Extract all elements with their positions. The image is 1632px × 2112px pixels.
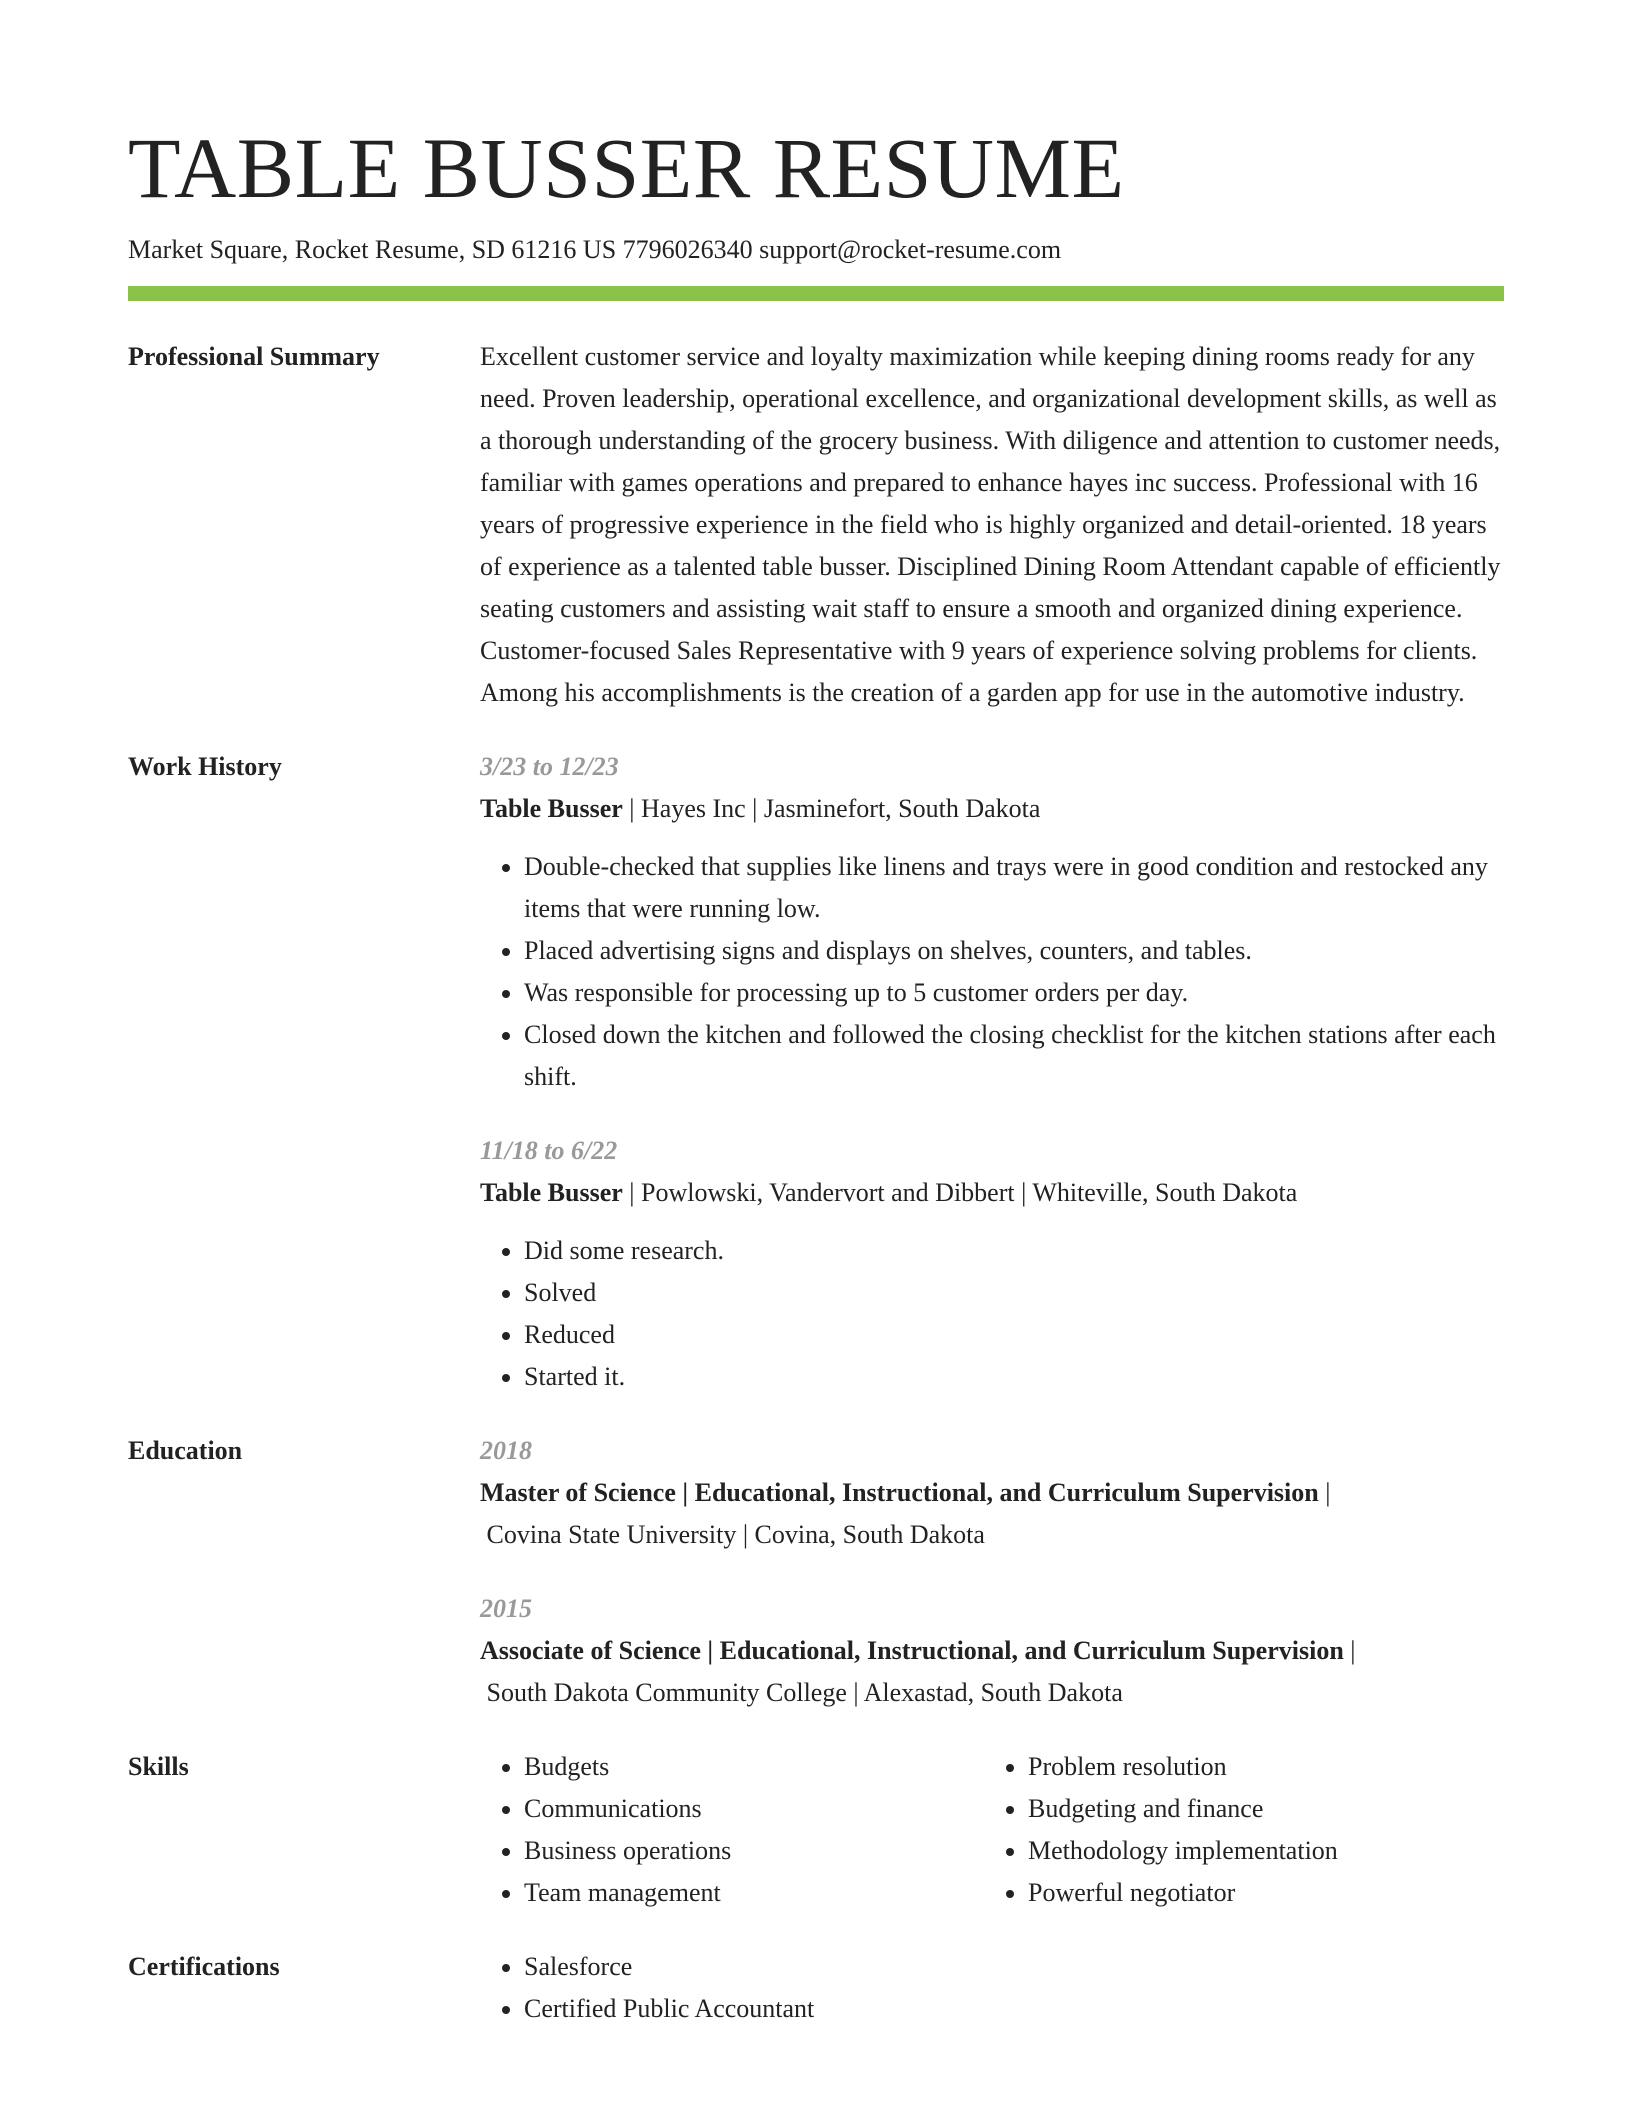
summary-section (128, 336, 1504, 714)
education-separator: | (1318, 1478, 1331, 1507)
skills-list (984, 1746, 1488, 1914)
education-degree: Master of Science | Educational, Instructional, and Curriculum Supervision (480, 1478, 1319, 1507)
skill-item: • Business operations (524, 1830, 984, 1872)
education-year: 2015 (480, 1594, 532, 1623)
job-title: Table Busser (480, 794, 623, 823)
job-entry (480, 746, 1504, 1098)
education-separator: | (1343, 1636, 1356, 1665)
skill-item: • Communications (524, 1788, 984, 1830)
education-entry (480, 1430, 1504, 1556)
job-bullets (480, 1230, 1504, 1398)
skill-item: • Budgets (524, 1746, 984, 1788)
skills-content (480, 1746, 1504, 1914)
certification-item: • Certified Public Accountant (524, 1988, 1504, 2030)
summary-label: Professional Summary (128, 342, 380, 371)
job-details: | Powlowski, Vandervort and Dibbert | Whiteville, South Dakota (622, 1178, 1298, 1207)
skill-item: • Powerful negotiator (1028, 1872, 1488, 1914)
contact-line: Market Square, Rocket Resume, SD 61216 US 7796026340 support@rocket-resume.com (128, 235, 1062, 264)
job-dates: 11/18 to 6/22 (480, 1136, 618, 1165)
skills-section (128, 1746, 1504, 1914)
job-details: | Hayes Inc | Jasminefort, South Dakota (622, 794, 1041, 823)
certifications-section (128, 1946, 1504, 2030)
job-bullet: • Did some research. (524, 1230, 1504, 1272)
education-heading (480, 1630, 1504, 1672)
job-bullets (480, 846, 1504, 1098)
work-history-section (128, 746, 1504, 1398)
education-school: South Dakota Community College | Alexastad, South Dakota (480, 1678, 1123, 1707)
job-bullet: • Started it. (524, 1356, 1504, 1398)
certification-item: • Salesforce (524, 1946, 1504, 1988)
summary-content (480, 336, 1504, 714)
work-history-label: Work History (128, 752, 282, 781)
accent-divider (128, 286, 1504, 301)
job-bullet: • Closed down the kitchen and followed the closing checklist for the kitchen stations after each shift. (524, 1014, 1504, 1098)
job-bullet: • Was responsible for processing up to 5 customer orders per day. (524, 972, 1504, 1014)
education-heading (480, 1472, 1504, 1514)
job-title: Table Busser (480, 1178, 623, 1207)
skill-item: • Team management (524, 1872, 984, 1914)
work-history-content (480, 746, 1504, 1398)
skill-item: • Methodology implementation (1028, 1830, 1488, 1872)
education-school: Covina State University | Covina, South Dakota (480, 1520, 985, 1549)
certifications-content (480, 1946, 1504, 2030)
summary-text: Excellent customer service and loyalty maximization while keeping dining rooms ready for any need. Proven leadership, operational excellence, and organizational development skills, as well as a thorough understanding of the grocery business. With diligence and attention to customer needs, familiar with games operations and prepared to enhance hayes inc success. Professional with 16 years of progressive experience in the field who is highly organized and detail-oriented. 18 years of experience as a talented table busser. Disciplined Dining Room Attendant capable of efficiently seating customers and assisting wait staff to ensure a smooth and organized dining experience. Customer-focused Sales Representative with 9 years of experience solving problems for clients. Among his accomplishments is the creation of a garden app for use in the automotive industry. (480, 342, 1501, 707)
skills-columns (480, 1746, 1504, 1914)
job-bullet: • Double-checked that supplies like linens and trays were in good condition and restocked any items that were running low. (524, 846, 1504, 930)
job-heading (480, 1172, 1504, 1214)
education-degree: Associate of Science | Educational, Instructional, and Curriculum Supervision (480, 1636, 1344, 1665)
skills-column-right (984, 1746, 1488, 1914)
education-section (128, 1430, 1504, 1714)
certifications-list (480, 1946, 1504, 2030)
education-year: 2018 (480, 1436, 532, 1465)
education-content (480, 1430, 1504, 1714)
job-dates: 3/23 to 12/23 (480, 752, 619, 781)
skill-item: • Problem resolution (1028, 1746, 1488, 1788)
education-entry (480, 1588, 1504, 1714)
skills-list (480, 1746, 984, 1914)
job-heading (480, 788, 1504, 830)
education-label: Education (128, 1436, 243, 1465)
job-bullet: • Reduced (524, 1314, 1504, 1356)
skill-item: • Budgeting and finance (1028, 1788, 1488, 1830)
skills-column-left (480, 1746, 984, 1914)
certifications-label: Certifications (128, 1952, 280, 1981)
job-bullet: • Placed advertising signs and displays on shelves, counters, and tables. (524, 930, 1504, 972)
skills-label: Skills (128, 1752, 189, 1781)
resume-title: TABLE BUSSER RESUME (128, 120, 1125, 216)
job-bullet: • Solved (524, 1272, 1504, 1314)
job-entry (480, 1130, 1504, 1398)
